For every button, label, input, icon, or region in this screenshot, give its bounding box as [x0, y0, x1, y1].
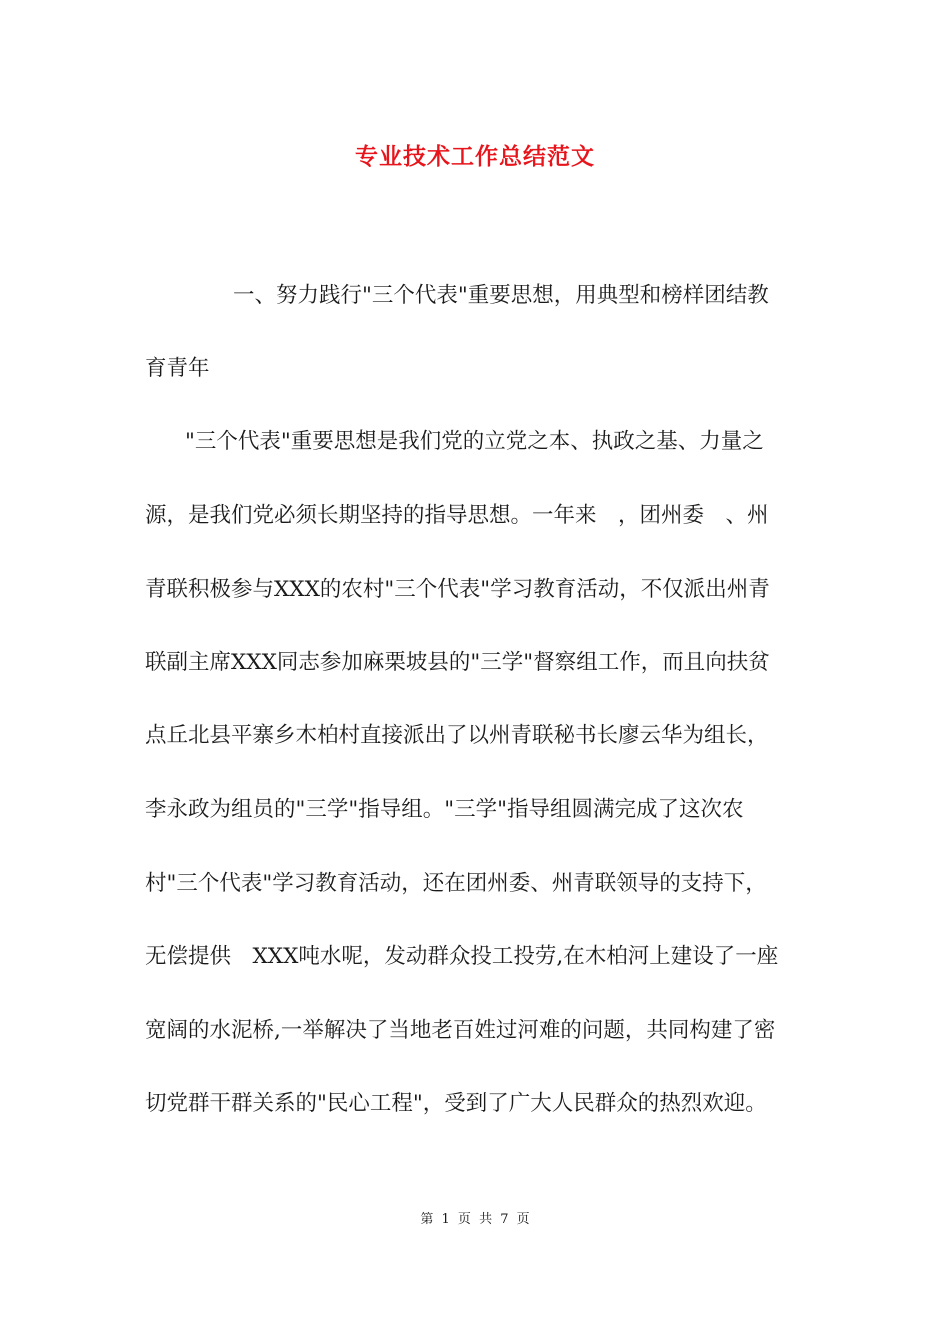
- heading-line-2: 育青年: [145, 356, 210, 381]
- paragraph-line: 无偿提供 XXX吨水呢，发动群众投工投劳,在木柏河上建设了一座: [145, 944, 779, 969]
- footer-total-word: 共: [479, 1212, 493, 1227]
- footer-page-word: 页: [457, 1212, 471, 1227]
- page-footer: [0, 1208, 950, 1227]
- paragraph-line: 联副主席XXX同志参加麻栗坡县的"三学"督察组工作，而且向扶贫: [145, 650, 770, 675]
- paragraph-line: "三个代表"重要思想是我们党的立党之本、执政之基、力量之: [185, 429, 764, 454]
- footer-prefix: 第: [420, 1212, 434, 1227]
- paragraph-line: 切党群干群关系的"民心工程"，受到了广大人民群众的热烈欢迎。: [145, 1091, 767, 1116]
- paragraph-line: 源，是我们党必须长期坚持的指导思想。一年来 ，团州委 、州: [145, 503, 769, 528]
- footer-page-number: 1: [441, 1212, 450, 1227]
- paragraph-line: 青联积极参与XXX的农村"三个代表"学习教育活动，不仅派出州青: [145, 577, 770, 602]
- paragraph-line: 点丘北县平寨乡木柏村直接派出了以州青联秘书长廖云华为组长，: [145, 723, 769, 748]
- paragraph-line: 李永政为组员的"三学"指导组。"三学"指导组圆满完成了这次农: [145, 797, 744, 822]
- document-title: 专业技术工作总结范文: [355, 143, 595, 170]
- footer-total-pages: 7: [500, 1212, 509, 1227]
- paragraph-line: 宽阔的水泥桥,一举解决了当地老百姓过河难的问题，共同构建了密: [145, 1018, 776, 1043]
- footer-suffix: 页: [516, 1212, 530, 1227]
- heading-line-1: 一、努力践行"三个代表"重要思想，用典型和榜样团结教: [233, 283, 769, 308]
- paragraph-line: 村"三个代表"学习教育活动，还在团州委、州青联领导的支持下，: [145, 871, 767, 896]
